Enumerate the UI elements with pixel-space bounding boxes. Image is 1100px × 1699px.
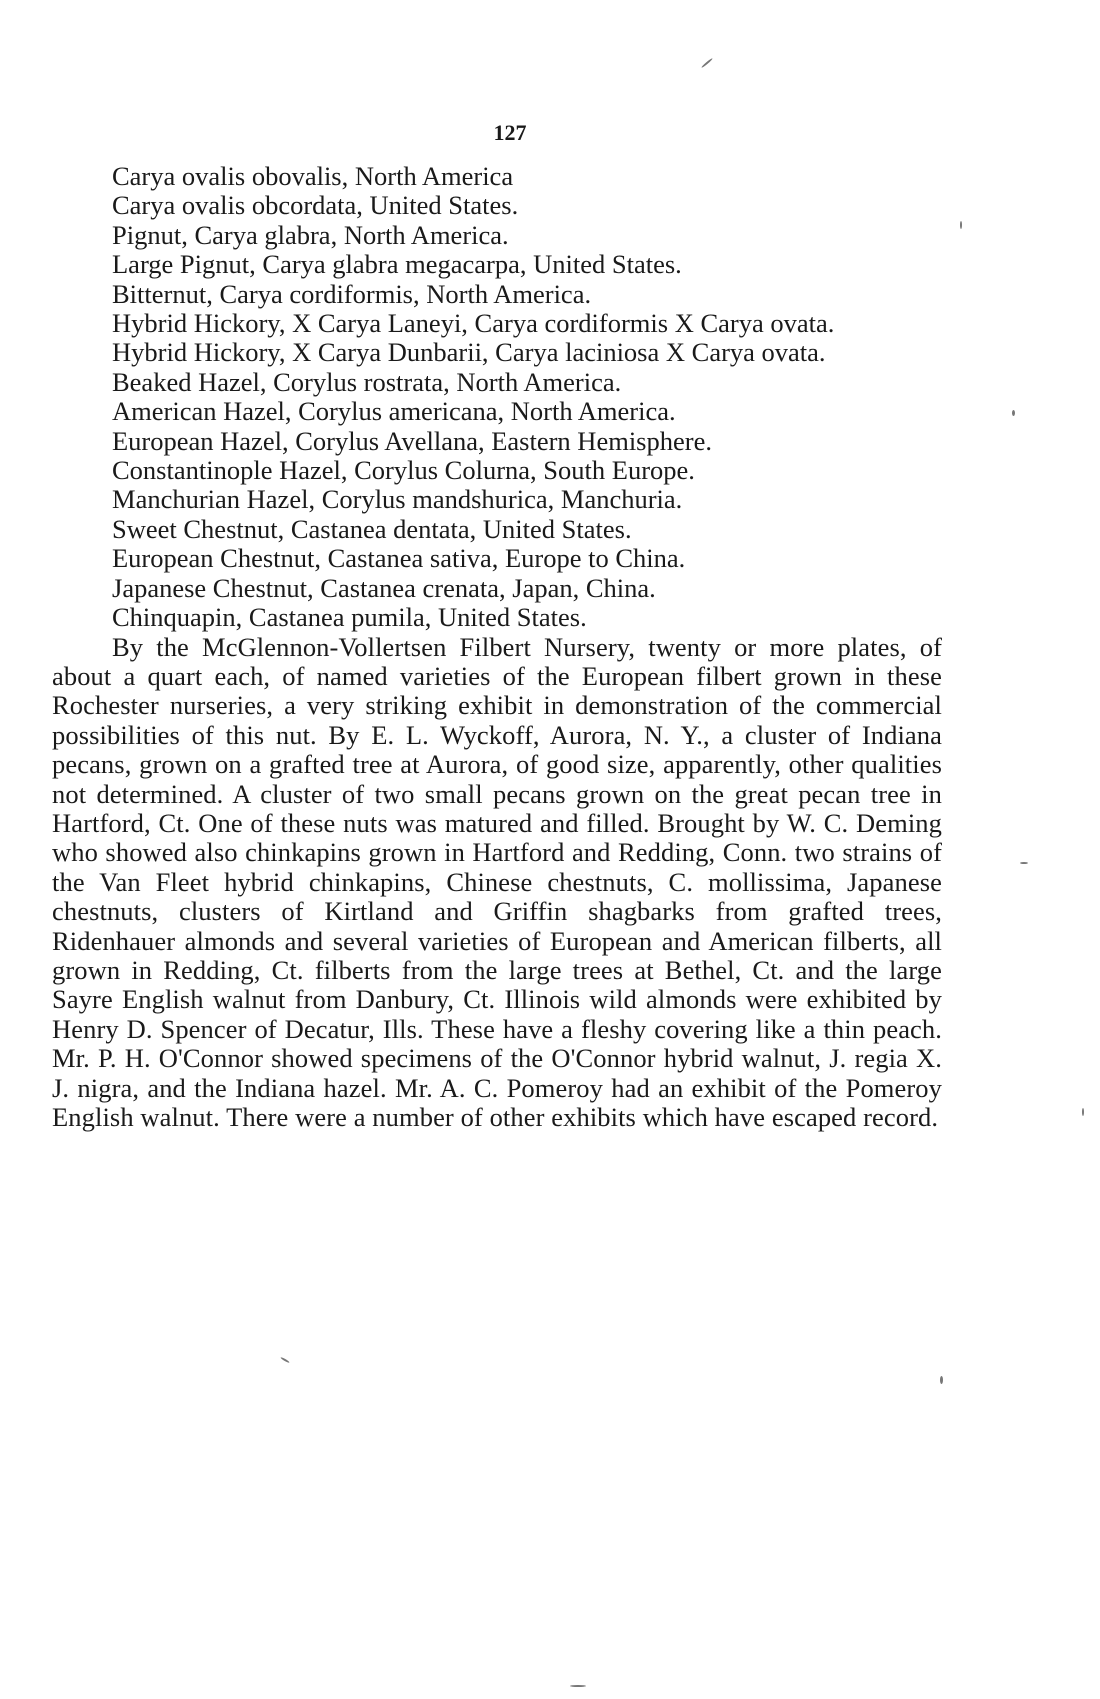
page-content (52, 162, 942, 1132)
scan-speck (1012, 410, 1015, 416)
list-item: Bitternut, Carya cordiformis, North America. (112, 278, 592, 309)
list-item: European Chestnut, Castanea sativa, Europe to China. (112, 543, 686, 574)
scan-speck (280, 1357, 290, 1364)
list-item: Carya ovalis obovalis, North America (112, 161, 514, 191)
scan-speck (940, 1376, 943, 1384)
list-item: Constantinople Hazel, Corylus Colurna, South Europe. (112, 455, 695, 486)
page-number: 127 (493, 120, 527, 145)
list-item: Large Pignut, Carya glabra megacarpa, United States. (112, 249, 682, 280)
list-item: Pignut, Carya glabra, North America. (112, 219, 509, 250)
list-item: Chinquapin, Castanea pumila, United States. (112, 602, 587, 633)
list-item: Japanese Chestnut, Castanea crenata, Japan, China. (112, 572, 656, 603)
list-item: Carya ovalis obcordata, United States. (112, 190, 519, 221)
scan-speck (960, 221, 962, 229)
scan-speck (1082, 1108, 1084, 1116)
scan-speck (701, 58, 713, 69)
list-item: Hybrid Hickory, X Carya Dunbarii, Carya laciniosa X Carya ovata. (112, 337, 826, 368)
list-item: Hybrid Hickory, X Carya Laneyi, Carya cordiformis X Carya ovata. (112, 308, 835, 339)
list-item: Sweet Chestnut, Castanea dentata, United States. (112, 513, 632, 544)
body-paragraph: By the McGlennon-Vollertsen Filbert Nursery, twenty or more plates, of about a quart each, of named varieties of the European filbert grown in these Rochester nurseries, a very striking exhibit in demonstration of the commercial possibilities of this nut. By E. L. Wyckoff, Aurora, N. Y., a cluster of Indiana pecans, grown on a grafted tree at Aurora, of good size, apparently, other qualities not determined. A cluster of two small pecans grown on the great pecan tree in Hartford, Ct. One of these nuts was matured and filled. Brought by W. C. Deming who showed also chinkapins grown in Hartford and Redding, Conn. two strains of the Van Fleet hybrid chinkapins, Chinese chestnuts, C. mollissima, Japanese chestnuts, clusters of Kirtland and Griffin shagbarks from grafted trees, Ridenhauer almonds and several varieties of European and American filberts, all grown in Redding, Ct. filberts from the large trees at Bethel, Ct. and the large Sayre English walnut from Danbury, Ct. Illinois wild almonds were exhibited by Henry D. Spencer of Decatur, Ills. These have a fleshy covering like a thin peach. Mr. P. H. O'Connor showed specimens of the O'Connor hybrid walnut, J. regia X. J. nigra, and the Indiana hazel. Mr. A. C. Pomeroy had an exhibit of the Pomeroy English walnut. There were a number of other exhibits which have escaped record. (52, 631, 942, 1132)
scan-speck (570, 1685, 586, 1687)
scan-speck (1020, 862, 1028, 864)
list-item: Beaked Hazel, Corylus rostrata, North America. (112, 366, 622, 397)
list-item: European Hazel, Corylus Avellana, Eastern Hemisphere. (112, 425, 712, 456)
list-item: American Hazel, Corylus americana, North America. (112, 396, 676, 427)
list-item: Manchurian Hazel, Corylus mandshurica, Manchuria. (112, 484, 683, 515)
